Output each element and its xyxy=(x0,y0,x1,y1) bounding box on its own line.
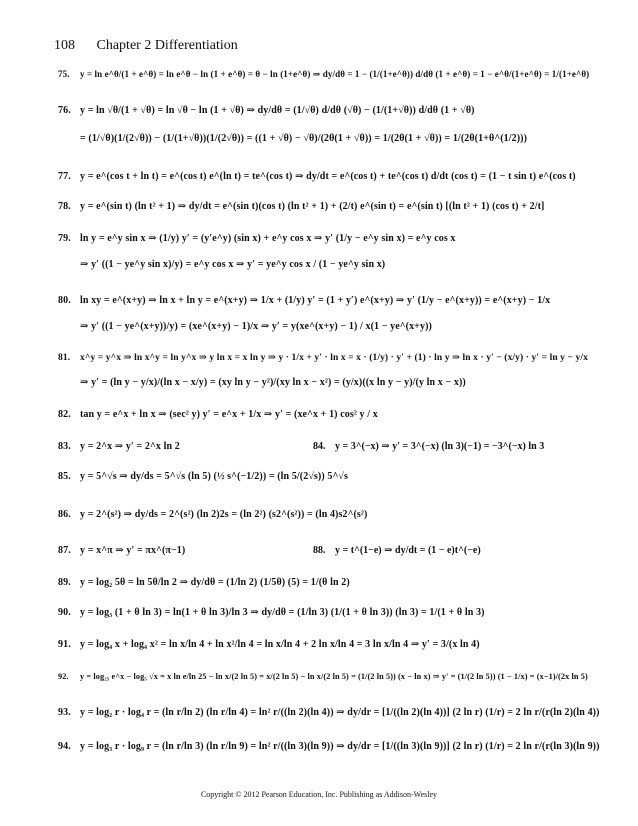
problem-85: 85. y = 5^√s ⇒ dy/ds = 5^√s (ln 5) (½ s^(−1/2)) = (ln 5/(2√s)) 5^√s xyxy=(58,471,348,482)
problem-82: 82. tan y = e^x + ln x ⇒ (sec² y) y′ = e^x + 1/x ⇒ y′ = (xe^x + 1) cos² y / x xyxy=(58,409,378,420)
problem-79-line-2: ⇒ y′ ((1 − ye^y sin x)/y) = e^y cos x ⇒ y′ = ye^y cos x / (1 − ye^y sin x) xyxy=(80,259,386,270)
problem-93: 93. y = log₂ r · log₄ r = (ln r/ln 2) (ln r/ln 4) = ln² r/((ln 2)(ln 4)) ⇒ dy/dr = [1/((ln 2)(ln 4))] (2 ln r) (1/r) = 2 ln r/(r(ln 2)(ln 4)) xyxy=(58,707,600,718)
problem-77: 77. y = e^(cos t + ln t) = e^(cos t) e^(ln t) = te^(cos t) ⇒ dy/dt = e^(cos t) + te^(cos t) d/dt (cos t) = (1 − t sin t) e^(cos t) xyxy=(58,171,576,182)
problem-84: 84. y = 3^(−x) ⇒ y′ = 3^(−x) (ln 3)(−1) = −3^(−x) ln 3 xyxy=(313,441,545,452)
problem-79: 79. ln y = e^y sin x ⇒ (1/y) y′ = (y′e^y) (sin x) + e^y cos x ⇒ y′ (1/y − e^y sin x) = e^y cos x xyxy=(58,233,456,244)
page-header xyxy=(54,38,238,54)
problem-76-line-2: = (1/√θ)(1/(2√θ)) − (1/(1+√θ))(1/(2√θ)) = ((1 + √θ) − √θ)/(2θ(1 + √θ)) = 1/(2θ(1 + √θ)) = 1/(2θ(1+θ^(1/2))) xyxy=(80,133,528,144)
problem-76: 76. y = ln √θ/(1 + √θ) = ln √θ − ln (1 + √θ) ⇒ dy/dθ = (1/√θ) d/dθ (√θ) − (1/(1+√θ)) d/dθ (1 + √θ) xyxy=(58,105,475,116)
problem-87: 87. y = x^π ⇒ y′ = πx^(π−1) xyxy=(58,545,186,556)
problem-81: 81. x^y = y^x ⇒ ln x^y = ln y^x ⇒ y ln x = x ln y ⇒ y · 1/x + y′ · ln x = x · (1/y) · y′ + (1) · ln y ⇒ ln x · y′ − (x/y) · y′ = ln y − y/x xyxy=(58,353,588,363)
problem-92: 92. y = log₂₅ e^x − log₅ √x = x ln e/ln 25 − ln x/(2 ln 5) = x/(2 ln 5) − ln x/(2 ln 5) = (1/(2 ln 5)) (x − ln x) ⇒ y′ = (1/(2 ln 5)) (1 − 1/x) = (x−1)/(2x ln 5) xyxy=(58,672,588,681)
problem-78: 78. y = e^(sin t) (ln t² + 1) ⇒ dy/dt = e^(sin t)(cos t) (ln t² + 1) + (2/t) e^(sin t) = e^(sin t) [(ln t² + 1) (cos t) + 2/t] xyxy=(58,201,545,212)
problem-83: 83. y = 2^x ⇒ y′ = 2^x ln 2 xyxy=(58,441,180,452)
problem-91: 91. y = log₄ x + log₄ x² = ln x/ln 4 + ln x²/ln 4 = ln x/ln 4 + 2 ln x/ln 4 = 3 ln x/ln 4 ⇒ y′ = 3/(x ln 4) xyxy=(58,639,480,650)
problem-90: 90. y = log₃ (1 + θ ln 3) = ln(1 + θ ln 3)/ln 3 ⇒ dy/dθ = (1/ln 3) (1/(1 + θ ln 3)) (ln 3) = 1/(1 + θ ln 3) xyxy=(58,607,485,618)
problem-88: 88. y = t^(1−e) ⇒ dy/dt = (1 − e)t^(−e) xyxy=(313,545,481,556)
problem-94: 94. y = log₃ r · log₉ r = (ln r/ln 3) (ln r/ln 9) = ln² r/((ln 3)(ln 9)) ⇒ dy/dr = [1/((ln 3)(ln 9))] (2 ln r) (1/r) = 2 ln r/(r(ln 3)(ln 9)) xyxy=(58,741,600,752)
problem-80-line-2: ⇒ y′ ((1 − ye^(x+y))/y) = (xe^(x+y) − 1)/x ⇒ y′ = y(xe^(x+y) − 1) / x(1 − ye^(x+y)) xyxy=(80,321,432,332)
problem-81-line-2: ⇒ y′ = (ln y − y/x)/(ln x − x/y) = (xy ln y − y²)/(xy ln x − x²) = (y/x)((x ln y − y)/(y ln x − x)) xyxy=(80,377,466,388)
problem-89: 89. y = log₂ 5θ = ln 5θ/ln 2 ⇒ dy/dθ = (1/ln 2) (1/5θ) (5) = 1/(θ ln 2) xyxy=(58,577,350,588)
chapter-title: Chapter 2 Differentiation xyxy=(96,38,238,53)
problem-80: 80. ln xy = e^(x+y) ⇒ ln x + ln y = e^(x+y) ⇒ 1/x + (1/y) y′ = (1 + y′) e^(x+y) ⇒ y′ (1/y − e^(x+y)) = e^(x+y) − 1/x xyxy=(58,295,551,306)
problem-86: 86. y = 2^(s²) ⇒ dy/ds = 2^(s²) (ln 2)2s = (ln 2²) (s2^(s²)) = (ln 4)s2^(s²) xyxy=(58,509,368,520)
page-number: 108 xyxy=(54,38,75,53)
problem-75: 75. y = ln e^θ/(1 + e^θ) = ln e^θ − ln (1 + e^θ) = θ − ln (1+e^θ) ⇒ dy/dθ = 1 − (1/(1+e^θ)) d/dθ (1 + e^θ) = 1 − e^θ/(1+e^θ) = 1/(1+e^θ) xyxy=(58,69,590,79)
copyright-footer: Copyright © 2012 Pearson Education, Inc. Publishing as Addison-Wesley xyxy=(200,790,438,799)
